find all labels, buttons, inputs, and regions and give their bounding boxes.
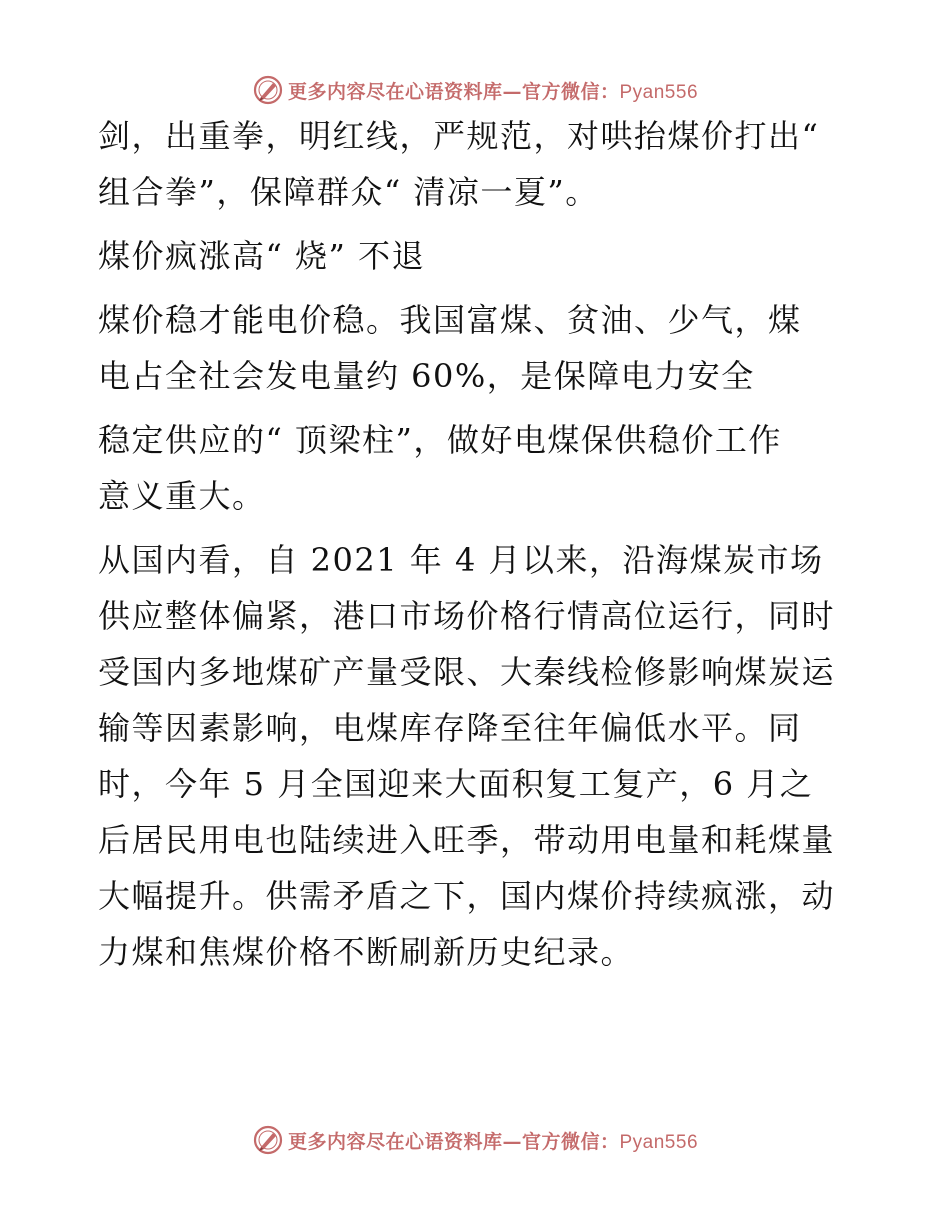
text-line: 稳定供应的“ 顶梁柱”，做好电煤保供稳价工作 <box>98 421 782 459</box>
pen-seal-icon <box>252 74 284 106</box>
text-line: 从国内看，自 2021 年 4 月以来，沿海煤炭市场 <box>98 541 824 579</box>
text-line: 时，今年 5 月全国迎来大面积复工复产，6 月之 <box>98 765 814 803</box>
pen-seal-icon <box>252 1124 284 1156</box>
text-line: 剑，出重拳，明红线，严规范，对哄抬煤价打出“ <box>98 117 820 155</box>
text-line: 后居民用电也陆续进入旺季，带动用电量和耗煤量 <box>98 821 836 859</box>
text-line: 大幅提升。供需矛盾之下，国内煤价持续疯涨，动 <box>98 877 836 915</box>
text-line: 受国内多地煤矿产量受限、大秦线检修影响煤炭运 <box>98 653 836 691</box>
text-line: 意义重大。 <box>98 477 266 515</box>
text-line: 煤价稳才能电价稳。我国富煤、贫油、少气，煤 <box>98 301 802 339</box>
watermark-site-text: 更多内容尽在心语资料库—官方微信： <box>287 80 620 103</box>
footer-watermark <box>0 1120 950 1160</box>
section-heading: 煤价疯涨高“ 烧” 不退 <box>98 237 426 275</box>
watermark-text <box>288 77 698 104</box>
document-body <box>98 117 858 971</box>
watermark-text <box>288 1127 698 1154</box>
text-line: 电占全社会发电量约 60%，是保障电力安全 <box>98 357 755 395</box>
text-line: 组合拳”，保障群众“ 清凉一夏”。 <box>98 173 599 211</box>
text-line: 输等因素影响，电煤库存降至往年偏低水平。同 <box>98 709 802 747</box>
text-line: 力煤和焦煤价格不断刷新历史纪录。 <box>98 933 635 971</box>
text-line: 供应整体偏紧，港口市场价格行情高位运行，同时 <box>98 597 836 635</box>
watermark-handle: Pyan556 <box>619 81 699 103</box>
watermark-handle: Pyan556 <box>619 1131 699 1153</box>
header-watermark <box>0 70 950 110</box>
watermark-site-text: 更多内容尽在心语资料库—官方微信： <box>287 1130 620 1153</box>
